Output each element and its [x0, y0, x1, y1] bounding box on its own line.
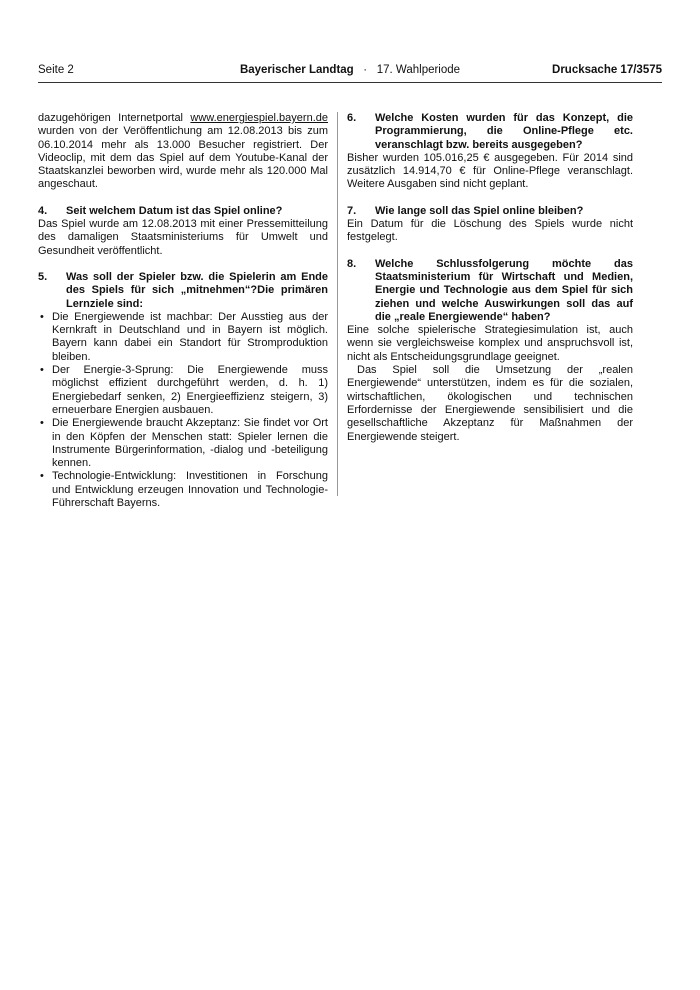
answer-8-paragraph-1: Eine solche spielerische Strategiesimulation ist, auch wenn sie vergleichsweise komplex und anspruchsvoll ist, nicht als Entscheidungsgrundlage geeignet. — [347, 324, 633, 363]
energiespiel-link[interactable]: www.energiespiel.bayern.de — [190, 112, 328, 124]
question-5 — [38, 271, 328, 311]
question-text: Welche Kosten wurden für das Konzept, die Programmierung, die Online-Pflege etc. veranschlagt bzw. bereits ausgegeben? — [375, 112, 633, 151]
question-4 — [38, 205, 328, 218]
right-column — [347, 112, 633, 444]
question-number: 8. — [347, 257, 357, 270]
learning-goals-list — [38, 311, 328, 510]
answer-7: Ein Datum für die Löschung des Spiels wurde nicht festgelegt. — [347, 218, 633, 244]
question-number: 5. — [38, 270, 48, 283]
answer-4: Das Spiel wurde am 12.08.2013 mit einer Pressemitteilung des damaligen Staatsministeriums für Umwelt und Gesundheit veröffentlicht. — [38, 218, 328, 257]
question-8 — [347, 258, 633, 324]
page-header — [38, 64, 662, 80]
legislative-period: 17. Wahlperiode — [376, 64, 461, 76]
column-divider — [337, 112, 338, 496]
question-number: 7. — [347, 204, 357, 217]
answer-8-paragraph-2: Das Spiel soll die Umsetzung der „realen Energiewende“ unterstützen, indem es für die sozialen, wirtschaftlichen, ökologischen und technischen Erfordernisse der Energiewende sensibilisiert und die gesellschaftliche Akzeptanz für Maßnahmen der Energiewende steigert. — [347, 364, 633, 443]
question-text: Was soll der Spieler bzw. die Spielerin am Ende des Spiels für sich „mitnehmen“?Die primären Lernziele sind: — [66, 270, 328, 310]
institution-name: Bayerischer Landtag — [239, 64, 354, 76]
list-item: • Die Energiewende ist machbar: Der Ausstieg aus der Kernkraft in Deutschland und in Bayern ist möglich. Bayern kann dabei ein Standort für Stromproduktion bleiben. — [38, 311, 328, 364]
question-7 — [347, 205, 633, 218]
question-number: 6. — [347, 112, 357, 124]
question-text: Seit welchem Datum ist das Spiel online? — [66, 204, 283, 217]
intro-before: dazugehörigen Internetportal — [38, 112, 191, 124]
intro-after: wurden von der Veröffentlichung am 12.08.2013 bis zum 06.10.2014 mehr als 13.000 Besucher registriert. Der Videoclip, mit dem das Spiel auf dem Youtube-Kanal der Staatskanzlei beworben wird, wurde mehr als 120.000 Mal angeschaut. — [38, 125, 328, 191]
header-rule — [38, 82, 662, 83]
list-item: • Der Energie-3-Sprung: Die Energiewende muss möglichst effizient durchgeführt werden, d. h. 1) Energiebedarf senken, 2) Energieeffizienz steigern, 3) erneuerbare Energien ausbauen. — [38, 364, 328, 417]
question-6 — [347, 112, 633, 152]
list-item: • Technologie-Entwicklung: Investitionen in Forschung und Entwicklung erzeugen Innovation und Technologie-Führerschaft Bayerns. — [38, 470, 328, 510]
question-number: 4. — [38, 204, 48, 217]
intro-paragraph — [38, 112, 328, 192]
answer-6: Bisher wurden 105.016,25 € ausgegeben. Für 2014 sind zusätzlich 14.914,70 € für Online-Pflege veranschlagt. Weitere Ausgaben sind nicht geplant. — [347, 151, 633, 191]
question-text: Welche Schlussfolgerung möchte das Staatsministerium für Wirtschaft und Medien, Energie und Technologie aus dem Spiel für sich ziehen und welche Auswirkungen soll das auf die „reale Energiewende“ haben? — [375, 257, 633, 323]
header-separator: · — [363, 64, 368, 76]
page-number: Seite 2 — [38, 64, 74, 76]
list-item: • Die Energiewende braucht Akzeptanz: Sie findet vor Ort in den Köpfen der Menschen statt: Spieler lernen die Instrumente Bürgerinformation, -dialog und -beteiligung kennen. — [38, 417, 328, 470]
question-text: Wie lange soll das Spiel online bleiben? — [375, 204, 584, 217]
document-number: Drucksache 17/3575 — [552, 64, 662, 76]
left-column — [38, 112, 328, 510]
